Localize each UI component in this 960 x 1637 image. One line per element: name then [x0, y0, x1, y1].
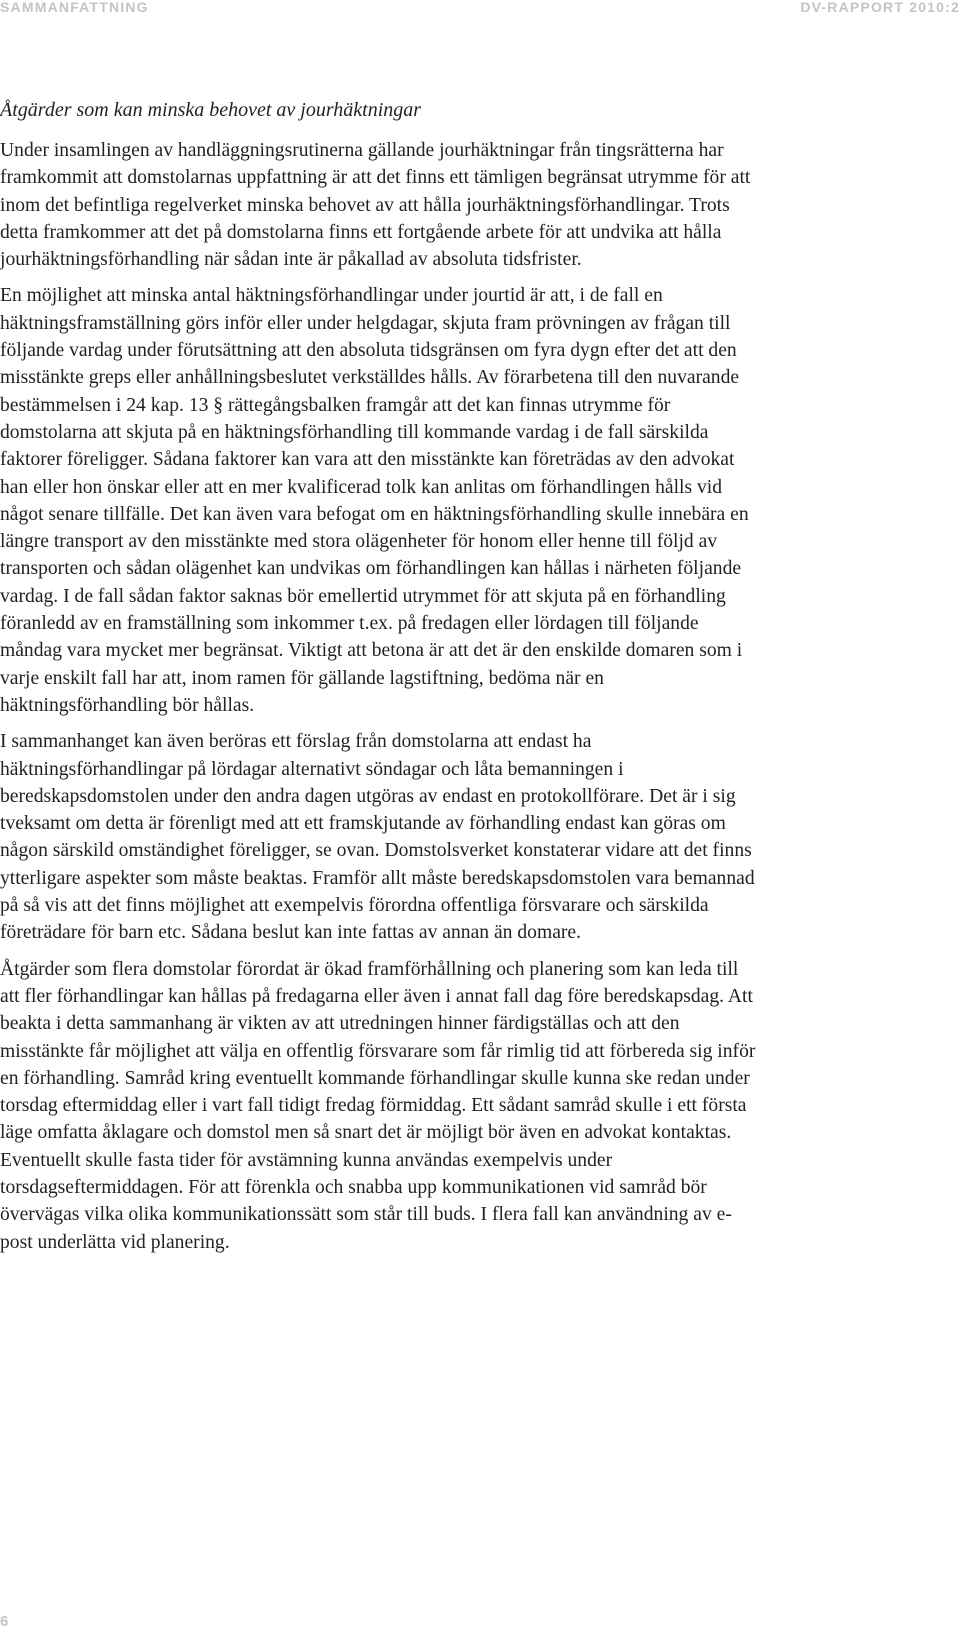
section-heading: Åtgärder som kan minska behovet av jourhäktningar [0, 99, 422, 121]
header-report-id: DV-RAPPORT 2010:2 [800, 0, 960, 15]
paragraph-2: En möjlighet att minska antal häktningsförhandlingar under jourtid är att, i de fall en häktningsframställning görs inför eller under helgdagar, skjuta fram prövningen av frågan till följande vardag under förutsättning att den absoluta tidsgränsen om fyra dygn efter det att den misstänkte greps eller anhållningsbeslutet verkställdes hålls. Av förarbetena till den nuvarande bestämmelsen i 24 kap. 13 § rättegångsbalken framgår att det kan finnas utrymme för domstolarna att skjuta på en häktningsförhandling till kommande vardag i de fall särskilda faktorer föreligger. Sådana faktorer kan vara att den misstänkte kan företrädas av den advokat han eller hon önskar eller att en mer kvalificerad tolk kan anlitas om förhandlingen hålls vid något senare tillfälle. Det kan även vara befogat om en häktningsförhandling skulle innebära en längre transport av den misstänkte med stora olägenheter för honom eller henne till följd av transporten och sådan olägenhet kan undvikas om förhandlingen kan hållas i närheten följande vardag. I de fall sådan faktor saknas bör emellertid utrymmet för att skjuta på en förhandling föranledd av en framställning som inkommer t.ex. på fredagen eller lördagen till följande måndag vara mycket mer begränsat. Viktigt att betona är att det är den enskilde domaren som i varje enskilt fall har att, inom ramen för gällande lagstiftning, bedöma när en häktningsförhandling bör hållas. [0, 285, 749, 716]
header-section-title: SAMMANFATTNING [0, 0, 149, 15]
paragraph-3: I sammanhanget kan även beröras ett förslag från domstolarna att endast ha häktningsförhandlingar på lördagar alternativt söndagar och låta bemanningen i beredskapsdomstolen under den andra dagen utgöras av endast en protokollförare. Det är i sig tveksamt om detta är förenligt med att ett framskjutande av förhandling endast kan göras om någon särskild omständighet föreligger, se ovan. Domstolsverket konstaterar vidare att det finns ytterligare aspekter som måste beaktas. Framför allt måste beredskapsdomstolen vara bemannad på så vis att det finns möjlighet att exempelvis förordna offentliga försvarare och särskilda företrädare för barn etc. Sådana beslut kan inte fattas av annan än domare. [0, 731, 755, 944]
page-number: 6 [0, 1613, 9, 1630]
paragraph-4: Åtgärder som flera domstolar förordat är ökad framförhållning och planering som kan leda till att fler förhandlingar kan hållas på fredagarna eller även i annat fall dag före beredskapsdag. Att beakta i detta sammanhang är vikten av att utredningen hinner färdigställas och att den misstänkte får möjlighet att välja en offentlig försvarare som får rimlig tid att förbereda sig inför en förhandling. Samråd kring eventuellt kommande förhandlingar skulle kunna ske redan under torsdag eftermiddag eller i vart fall tidigt fredag förmiddag. Ett sådant samråd skulle i ett första läge omfatta åklagare och domstol men så snart det är möjligt bör även en advokat kontaktas. Eventuellt skulle fasta tider för avstämning kunna användas exempelvis under torsdagseftermiddagen. För att förenkla och snabba upp kommunikationen vid samråd bör övervägas vilka olika kommunikationssätt som står till buds. I flera fall kan användning av e-post underlätta vid planering. [0, 958, 756, 1253]
paragraph-1: Under insamlingen av handläggningsrutinerna gällande jourhäktningar från tingsrätterna har framkommit att domstolarnas uppfattning är att det finns ett tämligen begränsat utrymme för att inom det befintliga regelverket minska behovet av att hålla jourhäktningsförhandlingar. Trots detta framkommer att det på domstolarna finns ett fortgående arbete för att undvika att hålla jourhäktningsförhandling när sådan inte är påkallad av absoluta tidsfrister. [0, 140, 751, 271]
document-body [0, 97, 756, 1265]
running-header [0, 0, 960, 18]
